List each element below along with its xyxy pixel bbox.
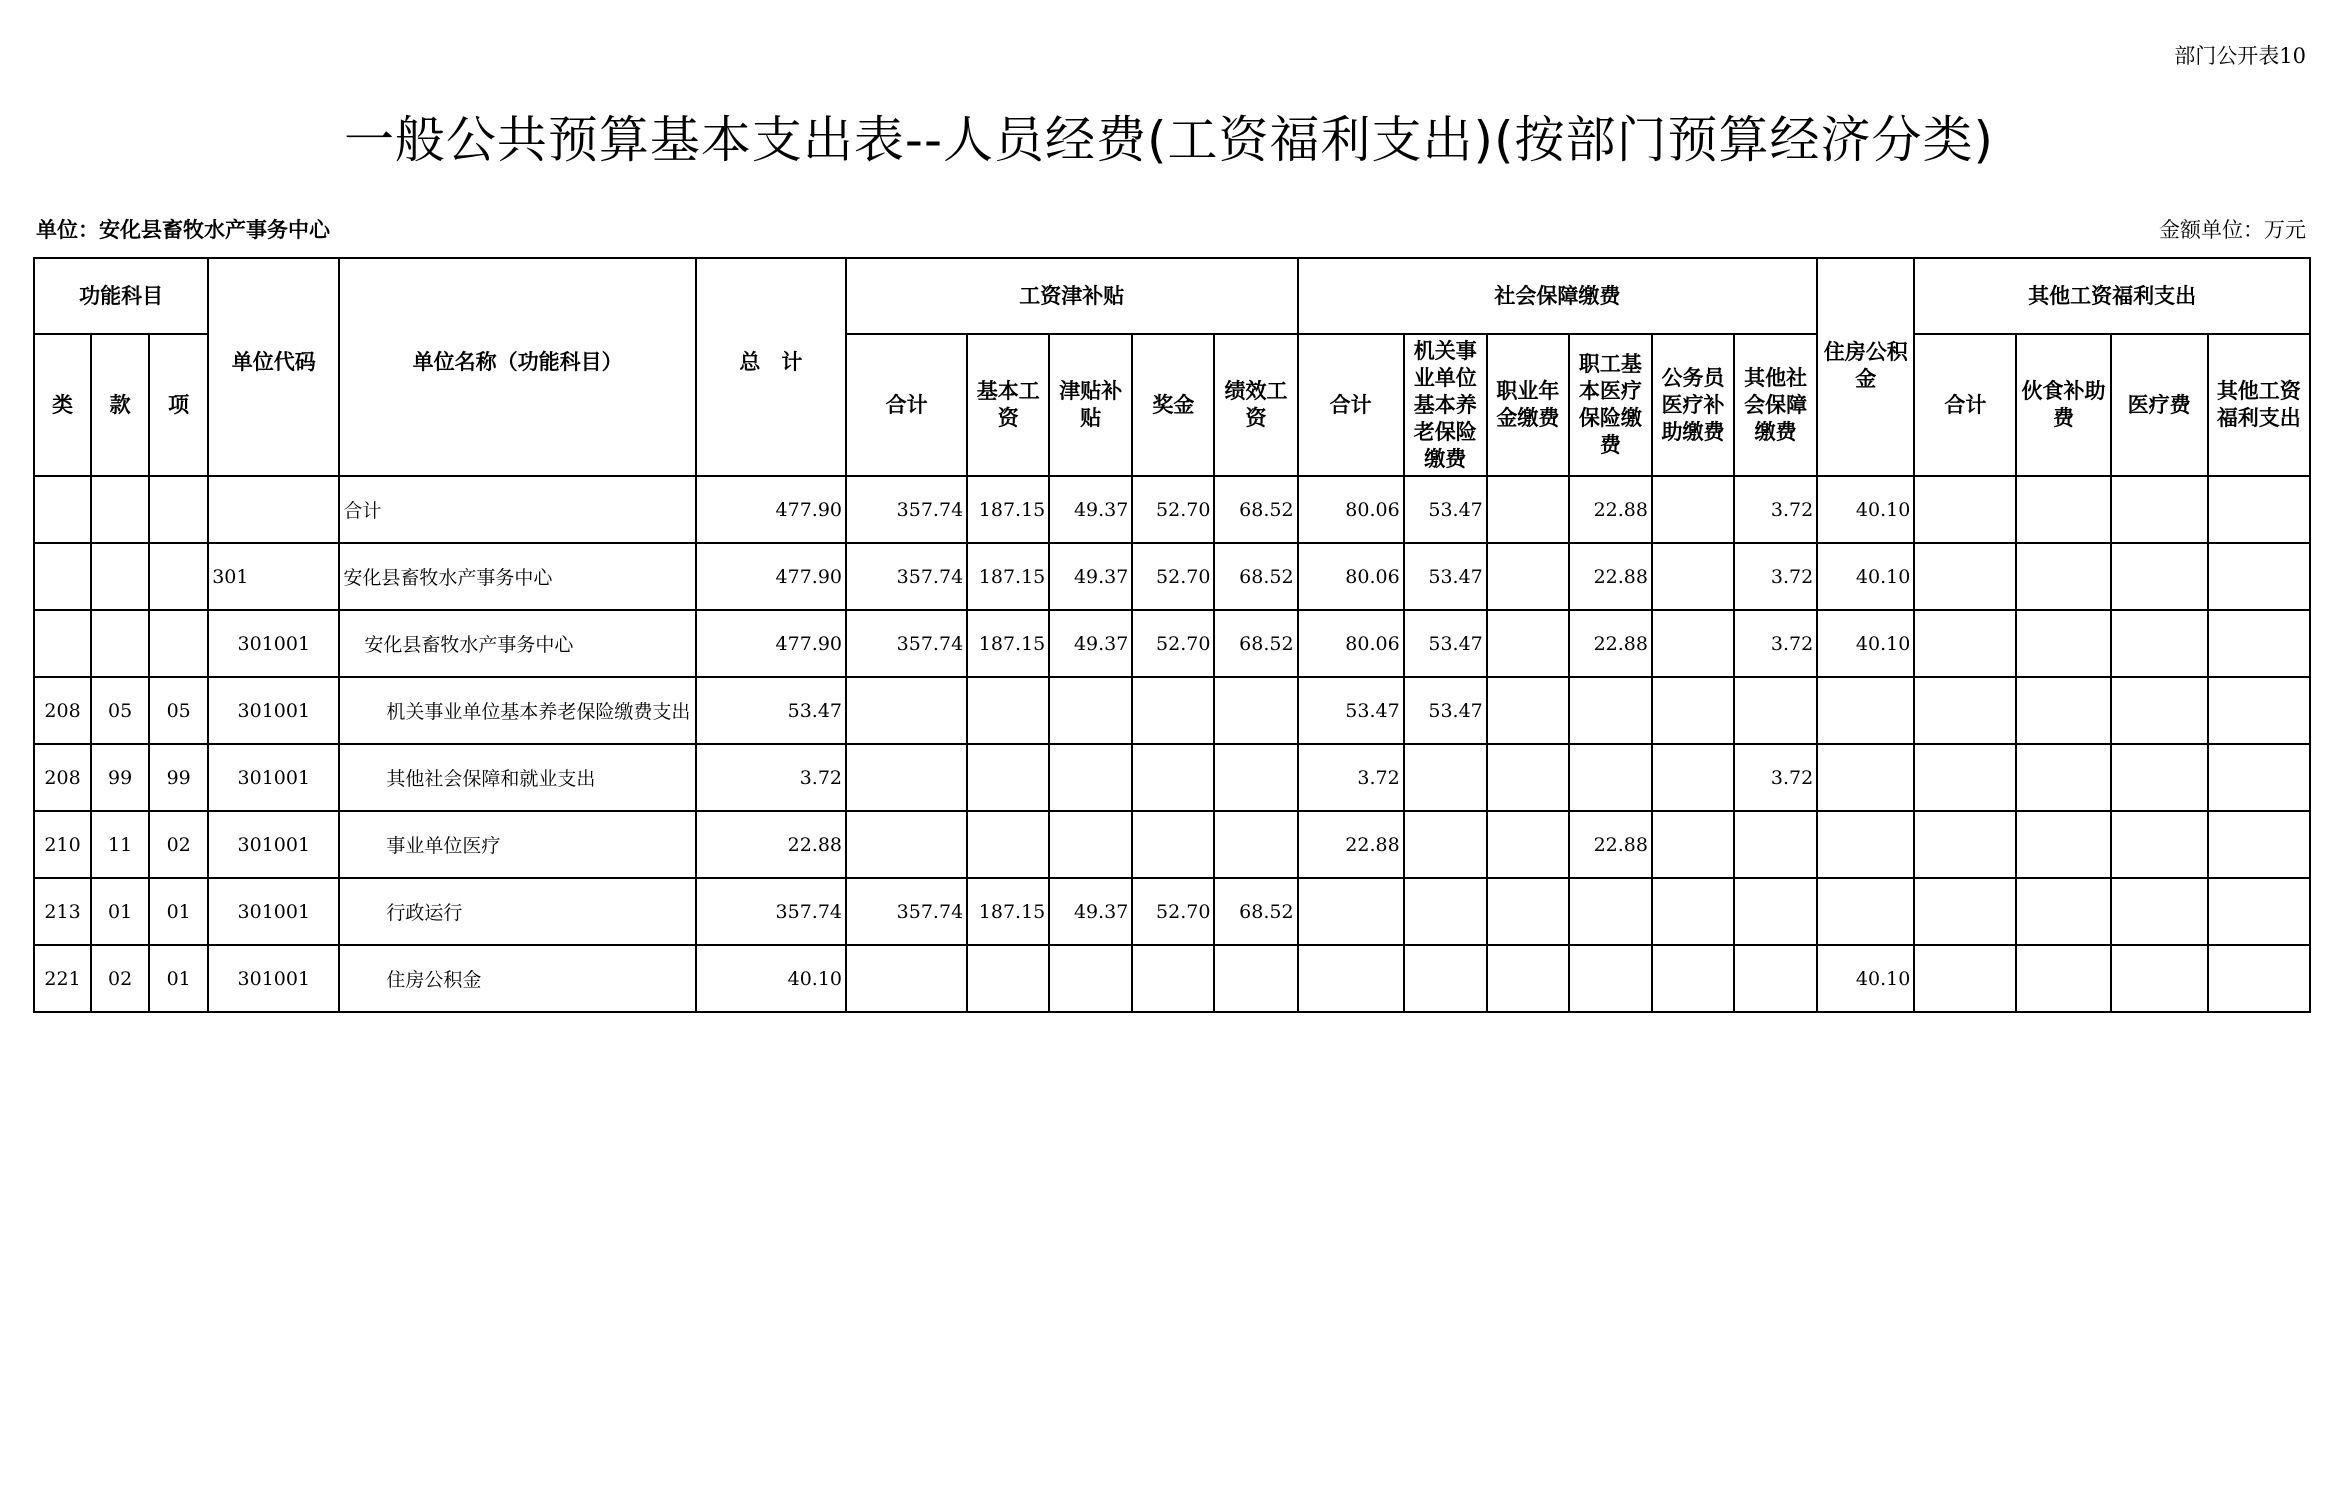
cell-amount xyxy=(1569,744,1652,811)
cell-amount: 52.70 xyxy=(1132,476,1214,543)
cell-unit-name: 安化县畜牧水产事务中心 xyxy=(339,543,695,610)
document-code: 部门公开表10 xyxy=(2174,44,2306,68)
cell-amount xyxy=(1914,476,2016,543)
cell-unit-code xyxy=(208,476,339,543)
cell-unit-name: 行政运行 xyxy=(339,878,695,945)
cell-kuan xyxy=(91,543,149,610)
cell-amount: 477.90 xyxy=(696,610,846,677)
cell-amount xyxy=(1298,878,1404,945)
cell-unit-name: 机关事业单位基本养老保险缴费支出 xyxy=(339,677,695,744)
cell-amount xyxy=(2208,811,2310,878)
header-performance-wage: 绩效工资 xyxy=(1214,334,1297,476)
cell-xiang xyxy=(149,543,208,610)
cell-amount xyxy=(2016,811,2110,878)
cell-amount xyxy=(1914,543,2016,610)
cell-amount xyxy=(1652,744,1734,811)
cell-amount: 3.72 xyxy=(696,744,846,811)
cell-amount xyxy=(1734,677,1817,744)
header-social-total: 合计 xyxy=(1298,334,1404,476)
cell-amount: 49.37 xyxy=(1049,476,1132,543)
cell-amount xyxy=(1132,677,1214,744)
budget-table xyxy=(33,257,2311,1013)
cell-amount: 49.37 xyxy=(1049,610,1132,677)
cell-amount xyxy=(2016,543,2110,610)
cell-amount: 187.15 xyxy=(967,543,1049,610)
cell-xiang: 99 xyxy=(149,744,208,811)
header-social-group: 社会保障缴费 xyxy=(1298,258,1818,334)
cell-amount xyxy=(1214,945,1297,1012)
cell-amount xyxy=(1404,811,1487,878)
cell-amount xyxy=(1569,878,1652,945)
cell-kuan xyxy=(91,476,149,543)
cell-unit-name: 事业单位医疗 xyxy=(339,811,695,878)
table-row xyxy=(34,744,2310,811)
cell-amount: 53.47 xyxy=(696,677,846,744)
table-row xyxy=(34,878,2310,945)
cell-amount xyxy=(1914,610,2016,677)
cell-amount: 80.06 xyxy=(1298,543,1404,610)
cell-amount xyxy=(1487,744,1569,811)
cell-amount xyxy=(1817,878,1914,945)
cell-amount xyxy=(2016,878,2110,945)
header-occupational-annuity: 职业年金缴费 xyxy=(1487,334,1569,476)
cell-xiang: 01 xyxy=(149,945,208,1012)
cell-unit-code: 301001 xyxy=(208,878,339,945)
header-medical-insurance: 职工基本医疗保险缴费 xyxy=(1569,334,1652,476)
cell-amount: 22.88 xyxy=(1569,476,1652,543)
cell-unit-name: 合计 xyxy=(339,476,695,543)
cell-unit-name: 住房公积金 xyxy=(339,945,695,1012)
cell-amount xyxy=(846,811,967,878)
cell-amount: 49.37 xyxy=(1049,878,1132,945)
cell-amount xyxy=(1652,811,1734,878)
cell-unit-code: 301001 xyxy=(208,744,339,811)
header-kuan: 款 xyxy=(91,334,149,476)
cell-amount: 22.88 xyxy=(1569,543,1652,610)
cell-amount xyxy=(1404,945,1487,1012)
cell-amount: 40.10 xyxy=(1817,945,1914,1012)
cell-amount xyxy=(2208,543,2310,610)
cell-amount: 40.10 xyxy=(1817,476,1914,543)
header-allowance: 津贴补贴 xyxy=(1049,334,1132,476)
cell-amount xyxy=(1487,610,1569,677)
cell-amount: 357.74 xyxy=(846,610,967,677)
cell-amount: 22.88 xyxy=(696,811,846,878)
table-row xyxy=(34,811,2310,878)
cell-amount: 3.72 xyxy=(1734,610,1817,677)
cell-amount: 40.10 xyxy=(1817,610,1914,677)
cell-amount xyxy=(1049,811,1132,878)
cell-amount xyxy=(1132,945,1214,1012)
cell-amount xyxy=(2016,610,2110,677)
cell-amount: 52.70 xyxy=(1132,878,1214,945)
cell-xiang xyxy=(149,610,208,677)
header-other-social: 其他社会保障缴费 xyxy=(1734,334,1817,476)
cell-amount xyxy=(2111,677,2208,744)
cell-amount: 52.70 xyxy=(1132,610,1214,677)
cell-amount: 49.37 xyxy=(1049,543,1132,610)
cell-amount xyxy=(1652,878,1734,945)
cell-unit-code: 301 xyxy=(208,543,339,610)
cell-amount xyxy=(1049,677,1132,744)
cell-lei: 221 xyxy=(34,945,91,1012)
cell-lei xyxy=(34,610,91,677)
cell-unit-name: 其他社会保障和就业支出 xyxy=(339,744,695,811)
cell-amount: 357.74 xyxy=(846,878,967,945)
cell-amount xyxy=(1569,945,1652,1012)
cell-amount xyxy=(1652,677,1734,744)
cell-amount xyxy=(2111,610,2208,677)
cell-amount xyxy=(967,677,1049,744)
cell-xiang xyxy=(149,476,208,543)
cell-amount xyxy=(1214,744,1297,811)
table-row xyxy=(34,543,2310,610)
cell-unit-code: 301001 xyxy=(208,610,339,677)
header-housing: 住房公积金 xyxy=(1817,258,1914,476)
table-row xyxy=(34,610,2310,677)
cell-amount xyxy=(2111,811,2208,878)
cell-amount xyxy=(1914,744,2016,811)
cell-amount: 68.52 xyxy=(1214,878,1297,945)
cell-amount xyxy=(1652,476,1734,543)
cell-amount xyxy=(1487,945,1569,1012)
cell-amount xyxy=(1487,677,1569,744)
cell-amount xyxy=(2208,677,2310,744)
cell-lei xyxy=(34,476,91,543)
cell-amount xyxy=(1817,744,1914,811)
cell-amount: 3.72 xyxy=(1734,476,1817,543)
header-func-subject: 功能科目 xyxy=(34,258,208,334)
header-lei: 类 xyxy=(34,334,91,476)
cell-amount: 68.52 xyxy=(1214,543,1297,610)
cell-amount: 22.88 xyxy=(1569,811,1652,878)
cell-unit-code: 301001 xyxy=(208,945,339,1012)
header-unit-name: 单位名称（功能科目） xyxy=(339,258,695,476)
cell-amount: 53.47 xyxy=(1298,677,1404,744)
cell-xiang: 05 xyxy=(149,677,208,744)
cell-amount xyxy=(2111,543,2208,610)
cell-amount xyxy=(2111,744,2208,811)
cell-amount xyxy=(1049,945,1132,1012)
cell-amount xyxy=(1734,811,1817,878)
cell-kuan: 01 xyxy=(91,878,149,945)
cell-amount xyxy=(1487,878,1569,945)
cell-amount xyxy=(2111,476,2208,543)
cell-amount xyxy=(1734,878,1817,945)
cell-amount: 40.10 xyxy=(1817,543,1914,610)
cell-amount xyxy=(1817,677,1914,744)
cell-amount xyxy=(1214,811,1297,878)
cell-amount xyxy=(846,945,967,1012)
cell-amount xyxy=(1734,945,1817,1012)
cell-amount xyxy=(2208,744,2310,811)
cell-amount: 52.70 xyxy=(1132,543,1214,610)
cell-amount xyxy=(967,744,1049,811)
cell-kuan xyxy=(91,610,149,677)
header-basic-wage: 基本工资 xyxy=(967,334,1049,476)
cell-amount: 68.52 xyxy=(1214,610,1297,677)
header-total: 总 计 xyxy=(696,258,846,476)
cell-lei: 213 xyxy=(34,878,91,945)
page-title: 一般公共预算基本支出表--人员经费(工资福利支出)(按部门预算经济分类) xyxy=(343,111,1995,169)
cell-amount: 3.72 xyxy=(1734,543,1817,610)
cell-amount xyxy=(2016,476,2110,543)
cell-amount xyxy=(846,744,967,811)
header-medical-fee: 医疗费 xyxy=(2111,334,2208,476)
cell-amount: 357.74 xyxy=(696,878,846,945)
cell-amount: 80.06 xyxy=(1298,610,1404,677)
cell-amount xyxy=(1404,744,1487,811)
cell-kuan: 02 xyxy=(91,945,149,1012)
cell-amount xyxy=(2111,945,2208,1012)
cell-amount xyxy=(2208,945,2310,1012)
cell-amount xyxy=(1652,945,1734,1012)
table-row xyxy=(34,476,2310,543)
cell-amount: 53.47 xyxy=(1404,543,1487,610)
cell-lei: 210 xyxy=(34,811,91,878)
header-wage-total: 合计 xyxy=(846,334,967,476)
cell-amount: 53.47 xyxy=(1404,476,1487,543)
cell-amount: 80.06 xyxy=(1298,476,1404,543)
cell-lei: 208 xyxy=(34,677,91,744)
cell-amount: 357.74 xyxy=(846,543,967,610)
cell-amount xyxy=(1298,945,1404,1012)
header-pension-insurance: 机关事业单位基本养老保险缴费 xyxy=(1404,334,1487,476)
cell-amount xyxy=(1049,744,1132,811)
cell-amount xyxy=(1652,610,1734,677)
cell-kuan: 11 xyxy=(91,811,149,878)
unit-label: 单位：安化县畜牧水产事务中心 xyxy=(36,218,330,242)
cell-unit-code: 301001 xyxy=(208,677,339,744)
cell-amount: 53.47 xyxy=(1404,610,1487,677)
cell-amount xyxy=(1569,677,1652,744)
cell-amount xyxy=(2208,878,2310,945)
header-civil-servant-medical: 公务员医疗补助缴费 xyxy=(1652,334,1734,476)
cell-amount: 3.72 xyxy=(1734,744,1817,811)
cell-amount xyxy=(2016,677,2110,744)
cell-amount xyxy=(846,677,967,744)
cell-kuan: 05 xyxy=(91,677,149,744)
cell-amount xyxy=(1914,811,2016,878)
cell-amount xyxy=(2208,476,2310,543)
cell-amount xyxy=(1914,945,2016,1012)
cell-xiang: 01 xyxy=(149,878,208,945)
cell-lei: 208 xyxy=(34,744,91,811)
amount-unit-label: 金额单位：万元 xyxy=(2159,218,2306,242)
cell-amount: 40.10 xyxy=(696,945,846,1012)
cell-xiang: 02 xyxy=(149,811,208,878)
cell-amount: 3.72 xyxy=(1298,744,1404,811)
cell-unit-name: 安化县畜牧水产事务中心 xyxy=(339,610,695,677)
cell-amount xyxy=(2016,945,2110,1012)
cell-amount: 22.88 xyxy=(1569,610,1652,677)
cell-lei xyxy=(34,543,91,610)
cell-amount xyxy=(1487,543,1569,610)
cell-amount: 187.15 xyxy=(967,476,1049,543)
cell-amount: 22.88 xyxy=(1298,811,1404,878)
cell-amount xyxy=(1404,878,1487,945)
cell-amount xyxy=(2016,744,2110,811)
cell-amount xyxy=(967,811,1049,878)
cell-amount xyxy=(1487,476,1569,543)
header-wage-group: 工资津补贴 xyxy=(846,258,1298,334)
cell-amount xyxy=(1817,811,1914,878)
cell-amount xyxy=(1487,811,1569,878)
cell-amount: 357.74 xyxy=(846,476,967,543)
cell-amount: 68.52 xyxy=(1214,476,1297,543)
header-other-group: 其他工资福利支出 xyxy=(1914,258,2310,334)
cell-amount xyxy=(1914,677,2016,744)
cell-amount: 187.15 xyxy=(967,878,1049,945)
cell-amount xyxy=(1214,677,1297,744)
header-unit-code: 单位代码 xyxy=(208,258,339,476)
cell-amount xyxy=(1914,878,2016,945)
header-other-welfare: 其他工资福利支出 xyxy=(2208,334,2310,476)
cell-amount xyxy=(2111,878,2208,945)
cell-amount: 187.15 xyxy=(967,610,1049,677)
cell-amount: 53.47 xyxy=(1404,677,1487,744)
cell-kuan: 99 xyxy=(91,744,149,811)
cell-amount: 477.90 xyxy=(696,476,846,543)
header-bonus: 奖金 xyxy=(1132,334,1214,476)
cell-unit-code: 301001 xyxy=(208,811,339,878)
cell-amount xyxy=(1652,543,1734,610)
cell-amount: 477.90 xyxy=(696,543,846,610)
header-meal-allowance: 伙食补助费 xyxy=(2016,334,2110,476)
cell-amount xyxy=(1132,744,1214,811)
table-row xyxy=(34,677,2310,744)
header-xiang: 项 xyxy=(149,334,208,476)
table-row xyxy=(34,945,2310,1012)
header-other-total: 合计 xyxy=(1914,334,2016,476)
cell-amount xyxy=(1132,811,1214,878)
cell-amount xyxy=(967,945,1049,1012)
cell-amount xyxy=(2208,610,2310,677)
